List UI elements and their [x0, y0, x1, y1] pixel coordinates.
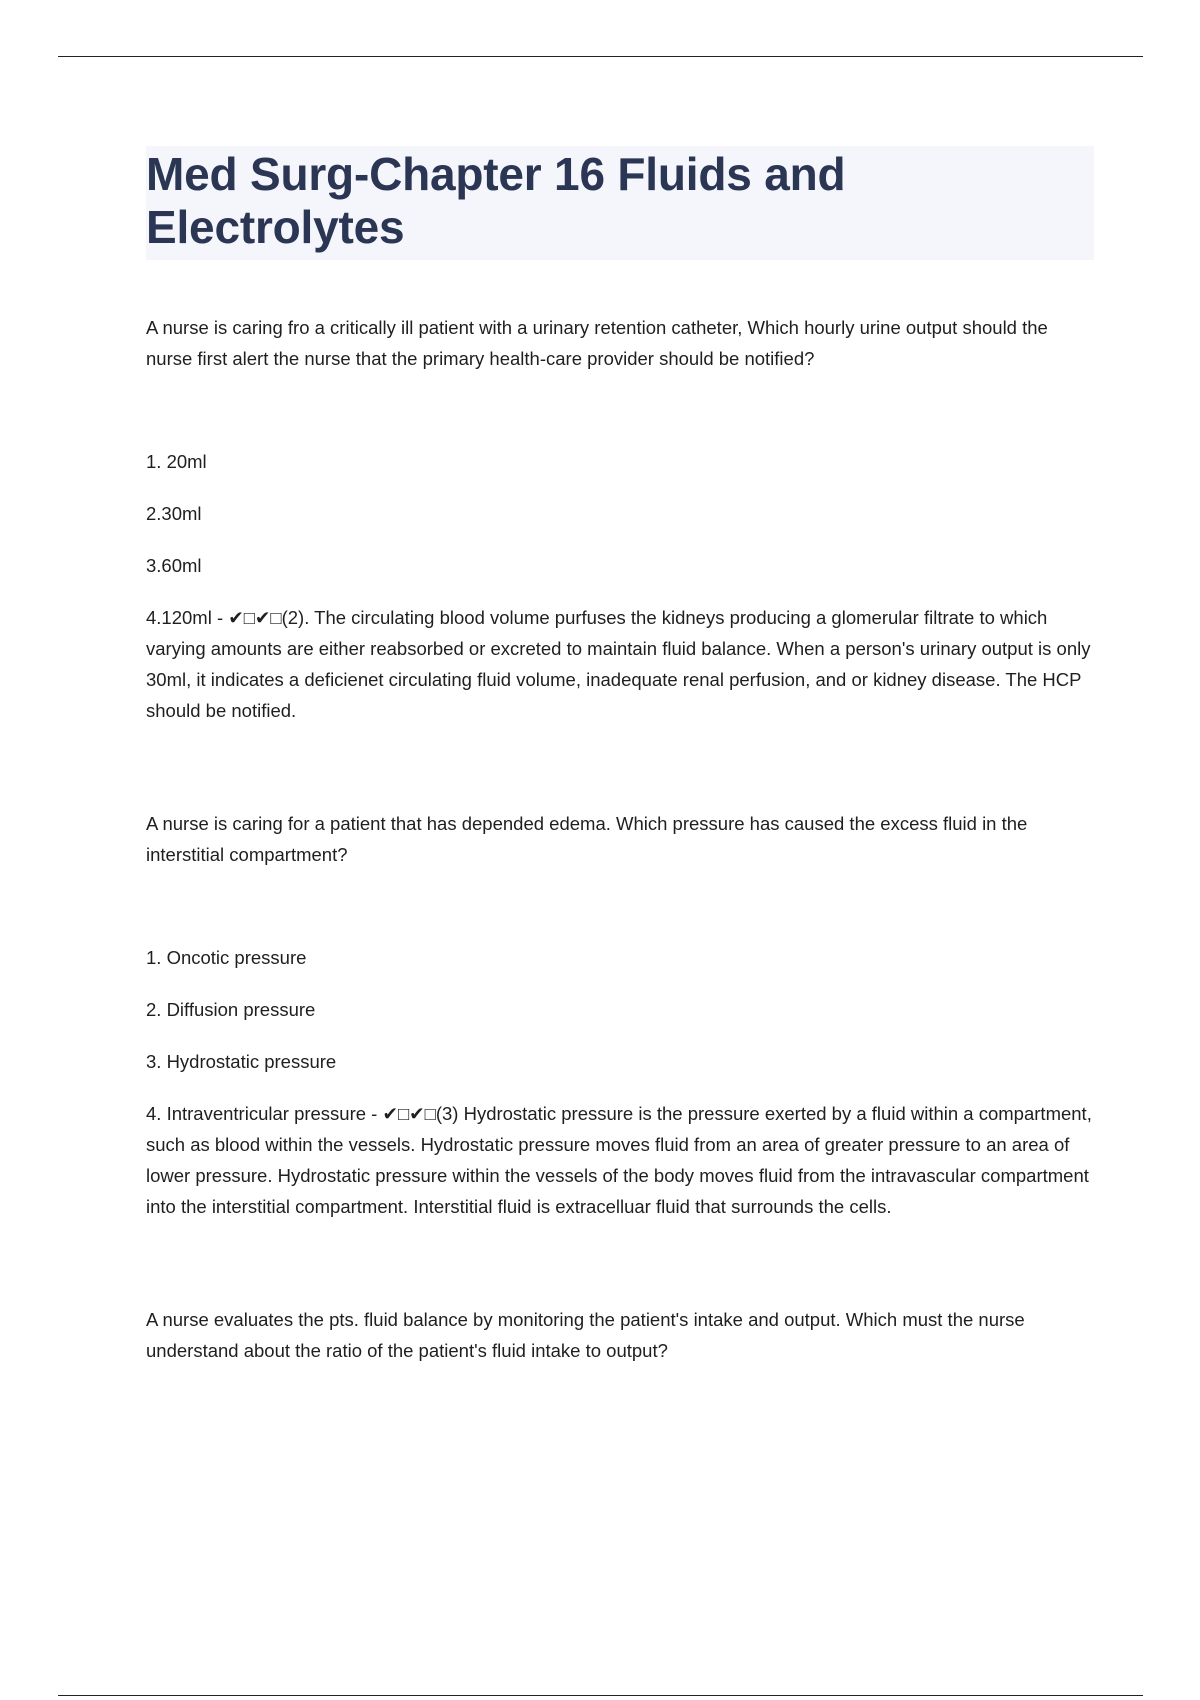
option-item: 2. Diffusion pressure — [146, 999, 316, 1020]
option-item: 2.30ml — [146, 503, 202, 524]
bottom-rule — [58, 1695, 1143, 1696]
answer-explanation: 4. Intraventricular pressure - ✔□✔□(3) Hydrostatic pressure is the pressure exerted by a fluid within a compartment, such as blood within the vessels. Hydrostatic pressure moves fluid from an area of greater pressure to an area of lower pressure. Hydrostatic pressure within the vessels of the body moves fluid from the intravascular compartment into the interstitial compartment. Interstitial fluid is extracelluar fluid that surrounds the cells. — [146, 1103, 1092, 1217]
title-banner — [146, 146, 1094, 260]
option-item: 3.60ml — [146, 555, 202, 576]
question-text: A nurse evaluates the pts. fluid balance by monitoring the patient's intake and output. Which must the nurse understand about the ratio of the patient's fluid intake to output? — [146, 1309, 1025, 1361]
question-block-2 — [146, 808, 1094, 1222]
option-item: 1. Oncotic pressure — [146, 947, 307, 968]
answer-explanation: 4.120ml - ✔□✔□(2). The circulating blood volume purfuses the kidneys producing a glomerular filtrate to which varying amounts are either reabsorbed or excreted to maintain fluid balance. When a person's urinary output is only 30ml, it indicates a deficienet circulating fluid volume, inadequate renal perfusion, and or kidney disease. The HCP should be notified. — [146, 607, 1091, 721]
options-list — [146, 446, 1094, 726]
question-block-3 — [146, 1304, 1094, 1366]
page-title: Med Surg-Chapter 16 Fluids and Electrolytes — [146, 148, 846, 253]
option-item: 1. 20ml — [146, 451, 207, 472]
question-text: A nurse is caring for a patient that has depended edema. Which pressure has caused the excess fluid in the interstitial compartment? — [146, 813, 1028, 865]
document-body — [146, 146, 1094, 1448]
question-text: A nurse is caring fro a critically ill patient with a urinary retention catheter, Which hourly urine output should the nurse first alert the nurse that the primary health-care provider should be notified? — [146, 317, 1048, 369]
top-rule — [58, 56, 1143, 57]
option-item: 3. Hydrostatic pressure — [146, 1051, 337, 1072]
options-list — [146, 942, 1094, 1222]
question-block-1 — [146, 312, 1094, 726]
